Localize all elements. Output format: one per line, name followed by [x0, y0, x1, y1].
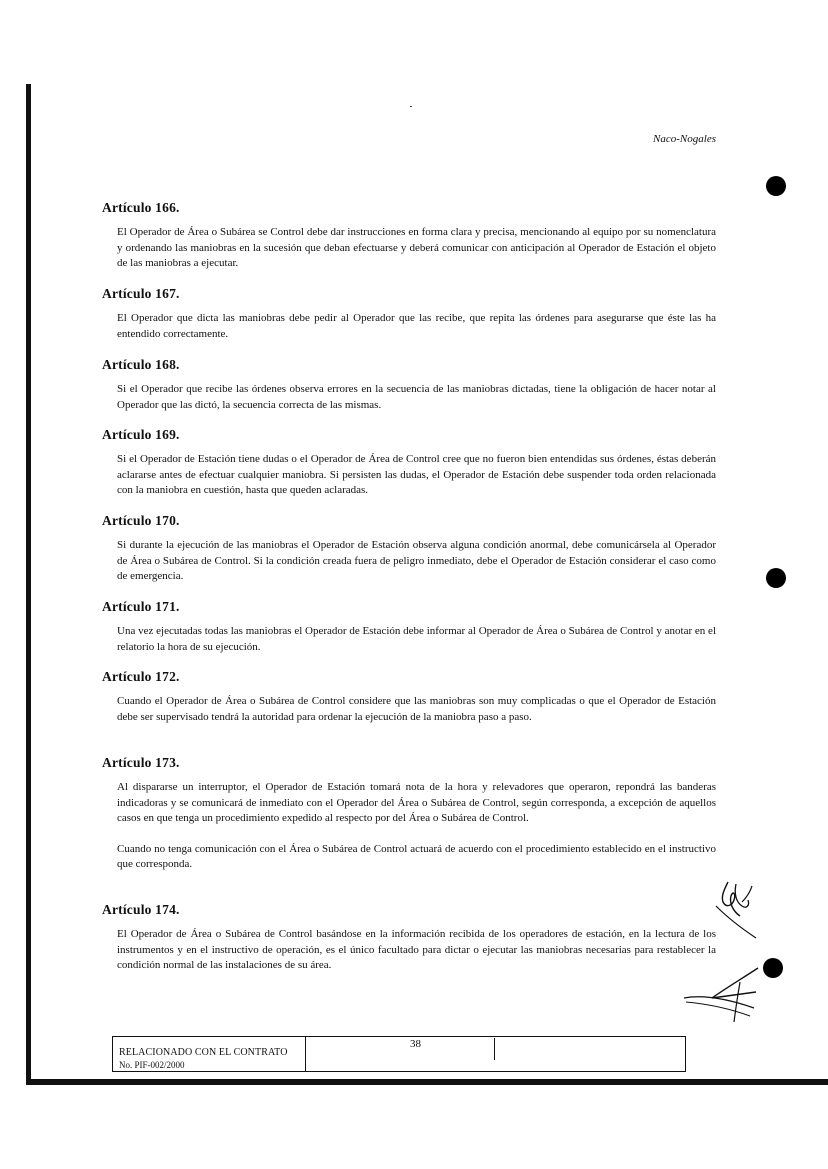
article-174 [100, 902, 716, 974]
article-heading: Artículo 170. [102, 513, 180, 528]
article-173 [100, 755, 716, 873]
article-heading: Artículo 167. [102, 286, 180, 301]
scan-edge-left [26, 84, 31, 1084]
contract-label: RELACIONADO CON EL CONTRATO [119, 1047, 288, 1058]
article-heading: Artículo 172. [102, 669, 180, 684]
page-header-title: Naco-Nogales [653, 133, 716, 145]
article-paragraph: Cuando no tenga comunicación con el Área o Subárea de Control actuará de acuerdo con el procedimiento establecido en el instructivo que corresponda. [117, 842, 716, 870]
scan-speck [410, 106, 412, 107]
article-paragraph: El Operador de Área o Subárea se Control debe dar instrucciones en forma clara y precisa, mencionando al equipo por su nomenclatura y ordenando las maniobras en la sucesión que deban efectuarse y deberá comunicar con anticipación al Operador de Estación el objeto de las maniobras a ejecutar. [117, 226, 716, 269]
article-heading: Artículo 173. [102, 755, 180, 770]
contract-number: No. PIF-002/2000 [119, 1060, 185, 1070]
article-170 [100, 513, 716, 585]
footer-tick [494, 1038, 495, 1060]
article-167 [100, 286, 716, 342]
article-paragraph: Cuando el Operador de Área o Subárea de Control considere que las maniobras son muy complicadas o que el Operador de Estación debe ser supervisado tendrá la autoridad para ordenar la ejecución de la maniobra paso a paso. [117, 695, 716, 723]
article-166 [100, 200, 716, 272]
article-paragraph: El Operador que dicta las maniobras debe pedir al Operador que las recibe, que repita las órdenes para asegurarse que éste las ha entendido correctamente. [117, 312, 716, 340]
page-number: 38 [410, 1038, 421, 1050]
article-heading: Artículo 169. [102, 427, 180, 442]
article-paragraph: Al dispararse un interruptor, el Operador de Estación tomará nota de la hora y relevadores que operaron, repondrá las banderas indicadoras y se comunicará de inmediato con el Operador del Área o Subárea de Control, según corresponda, a excepción de aquellos casos en que tenga un procedimiento expedido al respecto por del Área o Subárea de Control. [117, 781, 716, 824]
punch-hole-top [766, 176, 786, 196]
handwritten-signature [676, 876, 776, 1026]
scan-edge-bottom [26, 1079, 828, 1085]
article-paragraph: Una vez ejecutadas todas las maniobras el Operador de Estación debe informar al Operador de Área o Subárea de Control y anotar en el relatorio la hora de su ejecución. [117, 625, 716, 653]
contract-footer-box [112, 1036, 686, 1072]
article-169 [100, 427, 716, 499]
article-heading: Artículo 168. [102, 357, 180, 372]
article-heading: Artículo 166. [102, 200, 180, 215]
article-171 [100, 599, 716, 655]
article-paragraph: El Operador de Área o Subárea de Control basándose en la información recibida de los operadores de estación, en la lectura de los instrumentos y en el instructivo de operación, es el único facultado para dictar o ejecutar las maniobras necesarias para restablecer la condición normal de las instalaciones de su área. [117, 928, 716, 971]
footer-divider [305, 1037, 306, 1072]
punch-hole-middle [766, 568, 786, 588]
article-168 [100, 357, 716, 413]
article-paragraph: Si el Operador que recibe las órdenes observa errores en la secuencia de las maniobras dictadas, tiene la obligación de hacer notar al Operador que las dictó, la secuencia correcta de las mismas. [117, 383, 716, 411]
article-paragraph: Si el Operador de Estación tiene dudas o el Operador de Área de Control cree que no fueron bien entendidas sus órdenes, éstas deberán aclararse antes de efectuar cualquier maniobra. Si persisten las dudas, el Operador de Estación debe suspender toda orden relacionada con la maniobra en cuestión, hasta que queden aclaradas. [117, 453, 716, 496]
article-172 [100, 669, 716, 725]
article-heading: Artículo 171. [102, 599, 180, 614]
article-paragraph: Si durante la ejecución de las maniobras el Operador de Estación observa alguna condición anormal, debe comunicársela al Operador de Área o Subárea de Control. Si la condición creada fuera de peligro inmediato, debe el Operador de Estación considerar el caso como de emergencia. [117, 539, 716, 582]
article-heading: Artículo 174. [102, 902, 180, 917]
